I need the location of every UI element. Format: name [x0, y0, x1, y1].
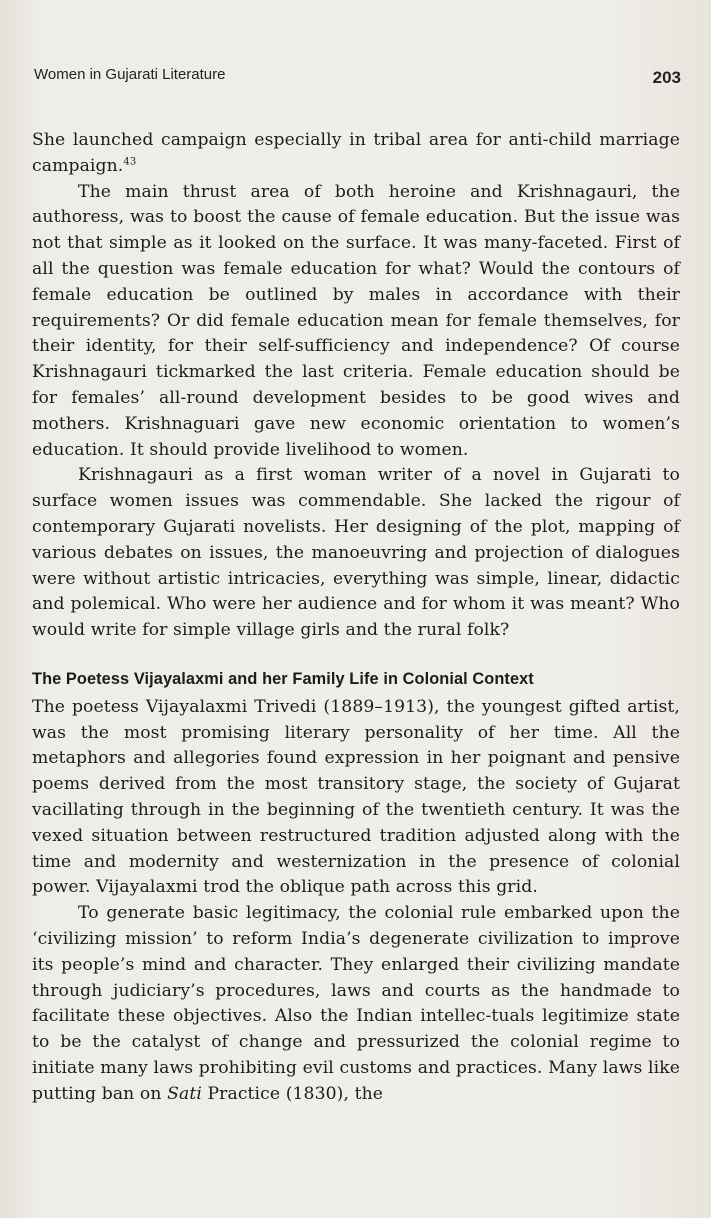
paragraph-1 — [32, 128, 680, 180]
body-text — [32, 128, 680, 1107]
paragraph-5-text-b: Practice (1830), the — [201, 1083, 384, 1104]
paragraph-5-italic: Sati — [167, 1083, 202, 1104]
paragraph-5-text-a: To generate basic legitimacy, the colonial rule embarked upon the ‘civilizing mission’ to reform India’s degenerate civilization to improve its people’s mind and character. They enlarged their civilizing mandate through judiciary’s procedures, laws and courts as the handmade to facilitate these objectives. Also the Indian intellec-tuals legitimize state to be the catalyst of change and pressurized the colonial regime to initiate many laws prohibiting evil customs and practices. Many laws like putting ban on — [32, 903, 680, 1104]
section-heading: The Poetess Vijayalaxmi and her Family Life in Colonial Context — [32, 668, 534, 688]
page-number: 203 — [652, 68, 681, 87]
paragraph-4: The poetess Vijayalaxmi Trivedi (1889–1913), the youngest gifted artist, was the most promising literary personality of her time. All the metaphors and allegories found expression in her poignant and pensive poems derived from the most transitory stage, the society of Gujarat vacillating through in the beginning of the twentieth century. It was the vexed situation between restructured tradition adjusted along with the time and modernity and westernization in the presence of colonial power. Vijayalaxmi trod the oblique path across this grid. — [32, 696, 680, 898]
footnote-ref-43: 43 — [123, 156, 137, 168]
paragraph-5 — [32, 901, 680, 1107]
paragraph-2: The main thrust area of both heroine and Krishnagauri, the authoress, was to boost the cause of female education. But the issue was not that simple as it looked on the surface. It was many-faceted. First of all the question was female education for what? Would the contours of female education be outlined by males in accordance with their requirements? Or did female education mean for female themselves, for their identity, for their self-sufficiency and independence? Of course Krishnagauri tickmarked the last criteria. Female education should be for females’ all-round development besides to be good wives and mothers. Krishnaguari gave new economic orientation to women’s education. It should provide livelihood to women. — [32, 181, 680, 460]
running-head: Women in Gujarati Literature — [34, 66, 226, 83]
paragraph-3: Krishnagauri as a first woman writer of a novel in Gujarati to surface women issues was commendable. She lacked the rigour of contemporary Gujarati novelists. Her designing of the plot, mapping of various debates on issues, the manoeuvring and projection of dialogues were without artistic intricacies, everything was simple, linear, didactic and polemical. Who were her audience and for whom it was meant? Who would write for simple village girls and the rural folk? — [32, 465, 680, 641]
paragraph-1-text: She launched campaign especially in tribal area for anti-child marriage campaign. — [32, 130, 680, 176]
